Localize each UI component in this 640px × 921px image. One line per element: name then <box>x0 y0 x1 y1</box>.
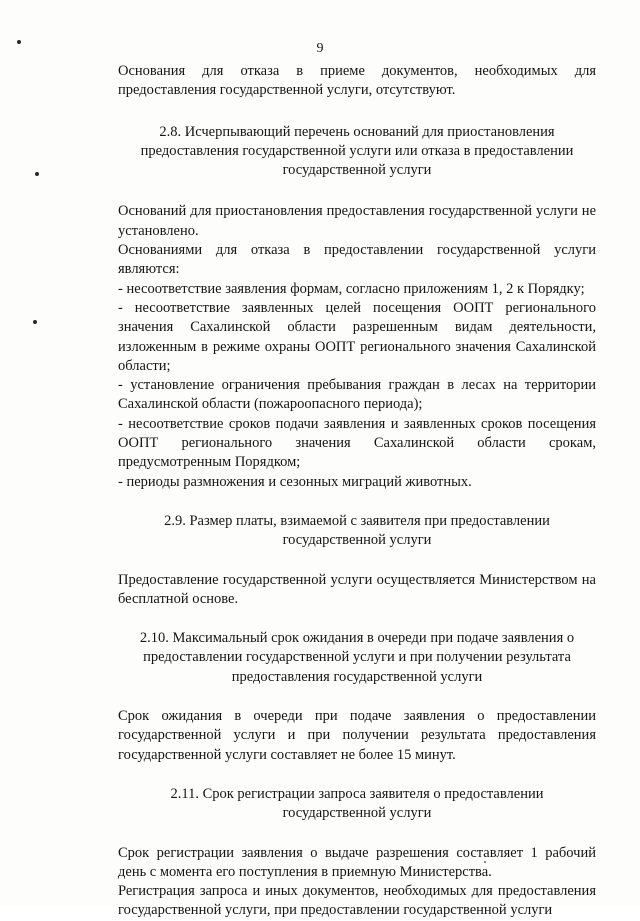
paragraph-registration-docs: Регистрация запроса и иных документов, необходимых для предоставления государственной услуги, при предоставлении государственной услуги <box>118 883 596 919</box>
list-item-date-mismatch: - несоответствие сроков подачи заявления и заявленных сроков посещения ООПТ регионального значения Сахалинской области срокам, предусмотренным Порядком; <box>118 415 596 471</box>
section-heading-2-8: 2.8. Исчерпывающий перечень оснований для приостановления предоставления государственной услуги или отказа в предоставлении государственной услуги <box>140 123 574 179</box>
paragraph-registration-time: Срок регистрации заявления о выдаче разрешения составляет 1 рабочий день с момента его поступления в приемную Министерства. <box>118 844 596 880</box>
paragraph-refusal-grounds: Основаниями для отказа в предоставлении государственной услуги являются: <box>118 242 596 278</box>
page-number: 9 <box>316 41 324 56</box>
paragraph-refusal-docs: Основания для отказа в приеме документов, необходимых для предоставления государственной услуги, отсутствуют. <box>118 63 596 99</box>
scan-mark-lower <box>33 320 37 324</box>
paragraph-queue-time: Срок ожидания в очереди при подаче заявления о предоставлении государственной услуги и при получении результата предоставления государственной услуги составляет не более 15 минут. <box>118 708 596 763</box>
section-heading-2-9: 2.9. Размер платы, взимаемой с заявителя при предоставлении государственной услуги <box>164 512 550 549</box>
list-item-form-mismatch: - несоответствие заявления формам, согласно приложениям 1, 2 к Порядку; <box>118 280 585 297</box>
section-heading-2-10: 2.10. Максимальный срок ожидания в очереди при подаче заявления о предоставлении государственной услуги и при получении результата предоставления государственной услуги <box>139 630 575 685</box>
document-body <box>118 62 596 921</box>
scan-mark-middle <box>35 172 39 176</box>
paragraph-free-service: Предоставление государственной услуги осуществляется Министерством на бесплатной основе. <box>118 571 596 607</box>
list-item-breeding-periods: - периоды размножения и сезонных миграций животных. <box>118 473 472 490</box>
section-heading-2-11: 2.11. Срок регистрации запроса заявителя о предоставлении государственной услуги <box>170 785 544 822</box>
list-item-purpose-mismatch: - несоответствие заявленных целей посещения ООПТ регионального значения Сахалинской области разрешенным видам деятельности, изложенным в режиме охраны ООПТ регионального значения Сахалинской области; <box>118 299 596 374</box>
list-item-forest-restriction: - установление ограничения пребывания граждан в лесах на территории Сахалинской области (пожароопасного периода); <box>118 377 596 413</box>
paragraph-no-suspension: Оснований для приостановления предоставления государственной услуги не установлено. <box>118 203 596 239</box>
